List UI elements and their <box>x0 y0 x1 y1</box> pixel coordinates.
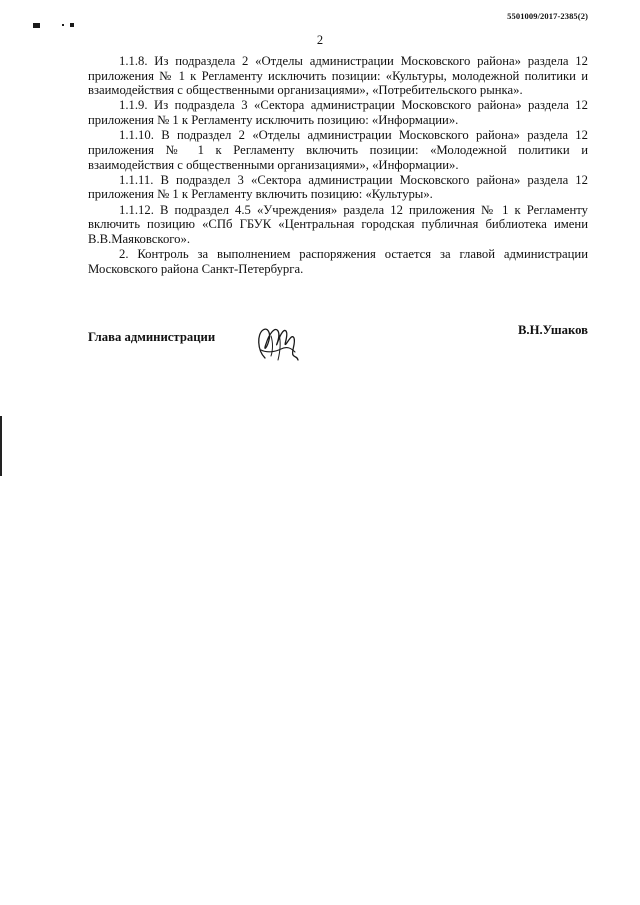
signatory-role: Глава администрации <box>88 330 216 344</box>
signature-block <box>88 322 588 372</box>
scan-edge-line <box>0 416 2 476</box>
paragraph-1-1-10: 1.1.10. В подраздел 2 «Отделы администрации Московского района» раздела 12 приложения № 1 к Регламенту включить позиции: «Молодежной политики и взаимодействия с общественными организациями», «Информации». <box>88 128 588 172</box>
paragraph-1-1-8: 1.1.8. Из подраздела 2 «Отделы администрации Московского района» раздела 12 приложения № 1 к Регламенту исключить позиции: «Культуры, молодежной политики и взаимодействия с общественными организациями», «Потребительского рынка». <box>88 54 588 98</box>
handwritten-signature-icon <box>251 322 301 367</box>
scan-artifact-mark <box>33 23 40 28</box>
paragraph-2: 2. Контроль за выполнением распоряжения остается за главой администрации Московского района Санкт-Петербурга. <box>88 247 588 276</box>
paragraph-1-1-11: 1.1.11. В подраздел 3 «Сектора администрации Московского района» раздела 12 приложения № 1 к Регламенту включить позицию: «Культуры». <box>88 172 588 202</box>
document-registration-number: 5501009/2017-2385(2) <box>507 11 588 21</box>
paragraph-1-1-12: 1.1.12. В подраздел 4.5 «Учреждения» раздела 12 приложения № 1 к Регламенту включить позицию «СПб ГБУК «Центральная городская публичная библиотека имени В.В.Маяковского». <box>88 202 588 246</box>
paragraph-1-1-9: 1.1.9. Из подраздела 3 «Сектора администрации Московского района» раздела 12 приложения № 1 к Регламенту исключить позицию: «Информации». <box>88 98 588 128</box>
document-body <box>88 54 588 276</box>
signatory-name: В.Н.Ушаков <box>517 323 588 337</box>
page-number: 2 <box>316 33 324 47</box>
scan-artifact-mark <box>62 24 64 26</box>
scan-artifact-mark <box>70 23 74 27</box>
